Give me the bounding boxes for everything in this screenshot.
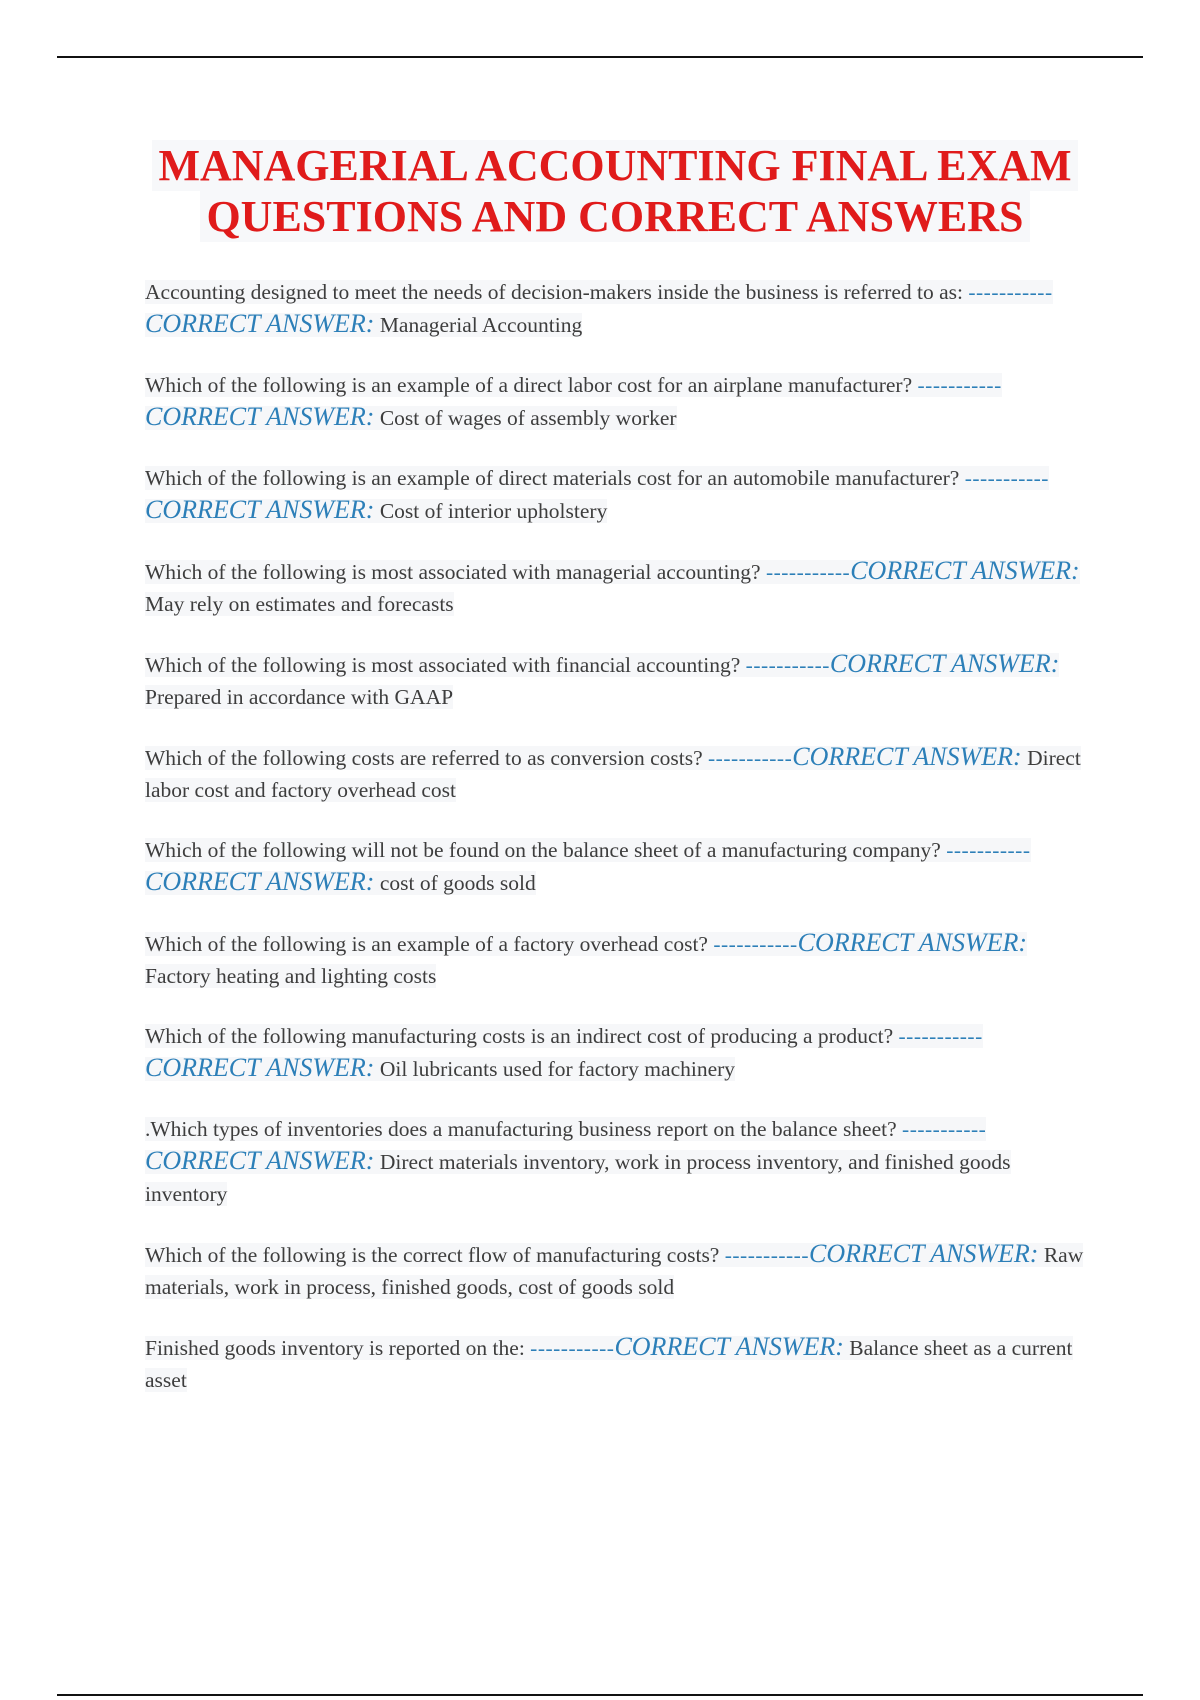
title-line-1: MANAGERIAL ACCOUNTING FINAL EXAM [152,140,1077,191]
separator: ----------- [745,653,830,677]
qa-item [145,648,1088,713]
correct-answer-label: CORRECT ANSWER: [145,1146,375,1175]
question-text: Which of the following costs are referred to as conversion costs? [145,746,703,770]
qa-item [145,1020,1088,1085]
correct-answer-label: CORRECT ANSWER: [792,742,1022,771]
question-text: Which of the following is an example of direct materials cost for an automobile manufacturer? [145,466,960,490]
answer-text: Balance sheet as a current asset [145,1336,1073,1392]
separator: ----------- [898,1024,983,1048]
correct-answer-label: CORRECT ANSWER: [614,1332,844,1361]
qa-item [145,1238,1088,1303]
separator: ----------- [724,1243,809,1267]
correct-answer-label: CORRECT ANSWER: [145,309,375,338]
answer-text: May rely on estimates and forecasts [145,592,454,616]
correct-answer-label: CORRECT ANSWER: [145,1053,375,1082]
qa-item [145,276,1088,341]
separator: ----------- [917,373,1002,397]
qa-item [145,927,1088,992]
correct-answer-label: CORRECT ANSWER: [145,402,375,431]
answer-text: Factory heating and lighting costs [145,964,437,988]
answer-text: Prepared in accordance with GAAP [145,685,454,709]
title-line-2: QUESTIONS AND CORRECT ANSWERS [200,191,1029,242]
correct-answer-label: CORRECT ANSWER: [829,649,1060,678]
qa-item [145,369,1088,434]
separator: ----------- [946,838,1031,862]
correct-answer-label: CORRECT ANSWER: [145,867,375,896]
answer-text: cost of goods sold [379,871,536,895]
answer-text: Oil lubricants used for factory machinery [379,1057,736,1081]
separator: ----------- [713,932,798,956]
question-text: Which of the following is an example of a direct labor cost for an airplane manufacturer? [145,373,913,397]
question-text: .Which types of inventories does a manufacturing business report on the balance sheet? [145,1117,897,1141]
question-text: Accounting designed to meet the needs of decision-makers inside the business is referred to as: [145,280,963,304]
answer-text: Raw materials, work in process, finished goods, cost of goods sold [145,1243,1084,1299]
top-rule [57,56,1143,58]
qa-item [145,834,1088,899]
answer-text: Direct labor cost and factory overhead cost [145,746,1081,802]
bottom-rule [57,1694,1143,1696]
separator: ----------- [968,280,1053,304]
qa-item [145,1113,1088,1210]
separator: ----------- [964,466,1049,490]
correct-answer-label: CORRECT ANSWER: [809,1239,1039,1268]
question-text: Which of the following is the correct flow of manufacturing costs? [145,1243,720,1267]
answer-text: Direct materials inventory, work in process inventory, and finished goods inventory [145,1150,1011,1206]
question-text: Which of the following is most associated with managerial accounting? [145,560,761,584]
separator: ----------- [902,1117,987,1141]
question-text: Which of the following manufacturing costs is an indirect cost of producing a product? [145,1024,894,1048]
answer-text: Cost of wages of assembly worker [379,406,677,430]
correct-answer-label: CORRECT ANSWER: [850,556,1080,585]
qa-item [145,1331,1088,1396]
separator: ----------- [765,560,851,584]
document-title [140,140,1090,242]
separator: ----------- [708,746,793,770]
question-text: Finished goods inventory is reported on the: [145,1336,525,1360]
answer-text: Managerial Accounting [379,313,583,337]
question-text: Which of the following is most associated with financial accounting? [145,653,741,677]
correct-answer-label: CORRECT ANSWER: [797,928,1028,957]
separator: ----------- [530,1336,615,1360]
answer-text: Cost of interior upholstery [379,499,608,523]
qa-item [145,555,1088,620]
qa-item [145,462,1088,527]
correct-answer-label: CORRECT ANSWER: [145,495,375,524]
qa-item [145,741,1088,806]
qa-list [145,276,1088,1424]
question-text: Which of the following is an example of a factory overhead cost? [145,932,708,956]
question-text: Which of the following will not be found on the balance sheet of a manufacturing company? [145,838,941,862]
